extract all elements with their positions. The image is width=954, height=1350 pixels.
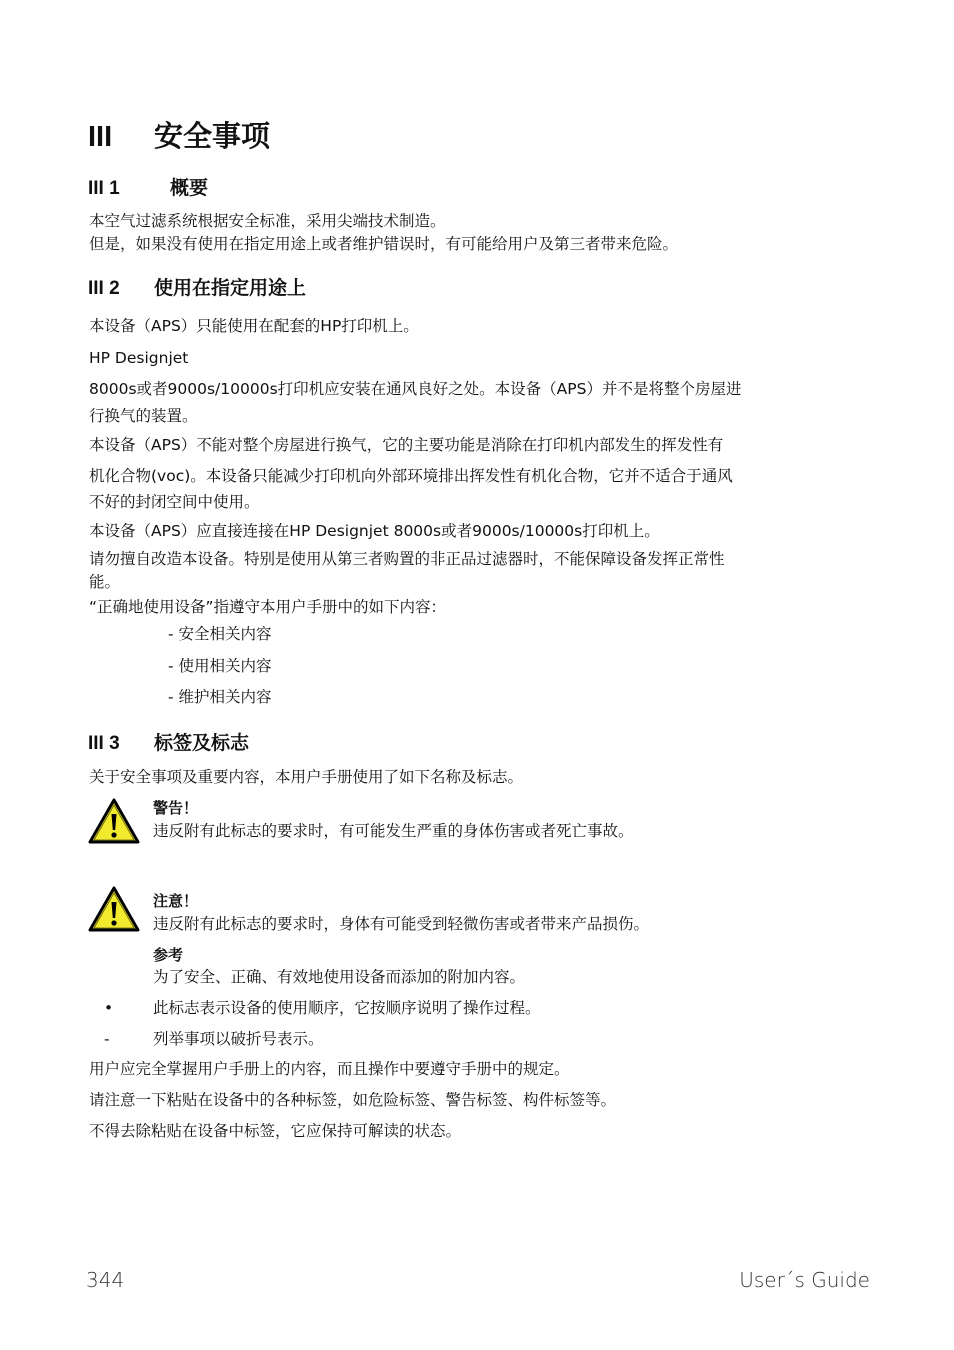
- paragraph: 本设备（APS）只能使用在配套的HP打印机上。: [89, 317, 419, 335]
- paragraph: 关于安全事项及重要内容，本用户手册使用了如下名称及标志。: [89, 768, 524, 786]
- paragraph: 请勿擅自改造本设备。特别是使用从第三者购置的非正品过滤器时，不能保障设备发挥正常性: [89, 550, 725, 568]
- caution-label: 注意！: [153, 892, 199, 910]
- paragraph: 8000s或者9000s/10000s打印机应安装在通风良好之处。本设备（APS）并不是将整个房屋进: [89, 380, 742, 398]
- bullet-icon: •: [104, 999, 114, 1017]
- footer-title: User´s Guide: [739, 1268, 870, 1292]
- section-heading-1: [88, 173, 208, 200]
- paragraph: 不好的封闭空间中使用。: [89, 493, 260, 511]
- paragraph: 机化合物(voc)。本设备只能减少打印机向外部环境排出挥发性有机化合物，它并不适合于通风: [89, 467, 733, 485]
- caution-text: 违反附有此标志的要求时，身体有可能受到轻微伤害或者带来产品损伤。: [153, 915, 650, 933]
- list-item: - 使用相关内容: [168, 657, 272, 675]
- paragraph: 本设备（APS）应直接连接在HP Designjet 8000s或者9000s/10000s打印机上。: [89, 522, 660, 540]
- section-title: 使用在指定用途上: [154, 278, 307, 299]
- chapter-title: 安全事项: [154, 121, 271, 153]
- note-label: 参考: [153, 946, 184, 964]
- section-heading-3: [88, 728, 249, 755]
- paragraph: HP Designjet: [89, 349, 189, 367]
- paragraph: 行换气的装置。: [89, 407, 198, 425]
- warning-triangle-icon: [88, 798, 140, 844]
- page-number: 344: [86, 1268, 125, 1292]
- section-number: III 2: [88, 278, 120, 299]
- chapter-number: III: [88, 121, 113, 153]
- warning-text: 违反附有此标志的要求时，有可能发生严重的身体伤害或者死亡事故。: [153, 822, 634, 840]
- caution-triangle-icon: [88, 886, 140, 932]
- section-heading-2: [88, 273, 306, 300]
- list-item: - 维护相关内容: [168, 688, 272, 706]
- dash-text: 列举事项以破折号表示。: [153, 1030, 324, 1048]
- chapter-heading: [88, 114, 270, 155]
- section-number: III 3: [88, 733, 120, 754]
- paragraph: 但是，如果没有使用在指定用途上或者维护错误时，有可能给用户及第三者带来危险。: [89, 235, 679, 253]
- section-title: 概要: [170, 178, 209, 199]
- section-title: 标签及标志: [154, 733, 250, 754]
- warning-label: 警告！: [153, 799, 199, 817]
- note-text: 为了安全、正确、有效地使用设备而添加的附加内容。: [153, 968, 526, 986]
- paragraph: 请注意一下粘贴在设备中的各种标签，如危险标签、警告标签、构件标签等。: [89, 1091, 617, 1109]
- dash-mark: -: [104, 1030, 110, 1048]
- paragraph: “正确地使用设备”指遵守本用户手册中的如下内容：: [89, 598, 447, 616]
- paragraph: 能。: [89, 573, 121, 591]
- paragraph: 本空气过滤系统根据安全标准，采用尖端技术制造。: [89, 212, 446, 230]
- section-number: III 1: [88, 178, 120, 199]
- list-item: - 安全相关内容: [168, 625, 272, 643]
- paragraph: 本设备（APS）不能对整个房屋进行换气，它的主要功能是消除在打印机内部发生的挥发性有: [89, 436, 724, 454]
- paragraph: 用户应完全掌握用户手册上的内容，而且操作中要遵守手册中的规定。: [89, 1060, 570, 1078]
- paragraph: 不得去除粘贴在设备中标签，它应保持可解读的状态。: [89, 1122, 462, 1140]
- bullet-text: 此标志表示设备的使用顺序，它按顺序说明了操作过程。: [153, 999, 541, 1017]
